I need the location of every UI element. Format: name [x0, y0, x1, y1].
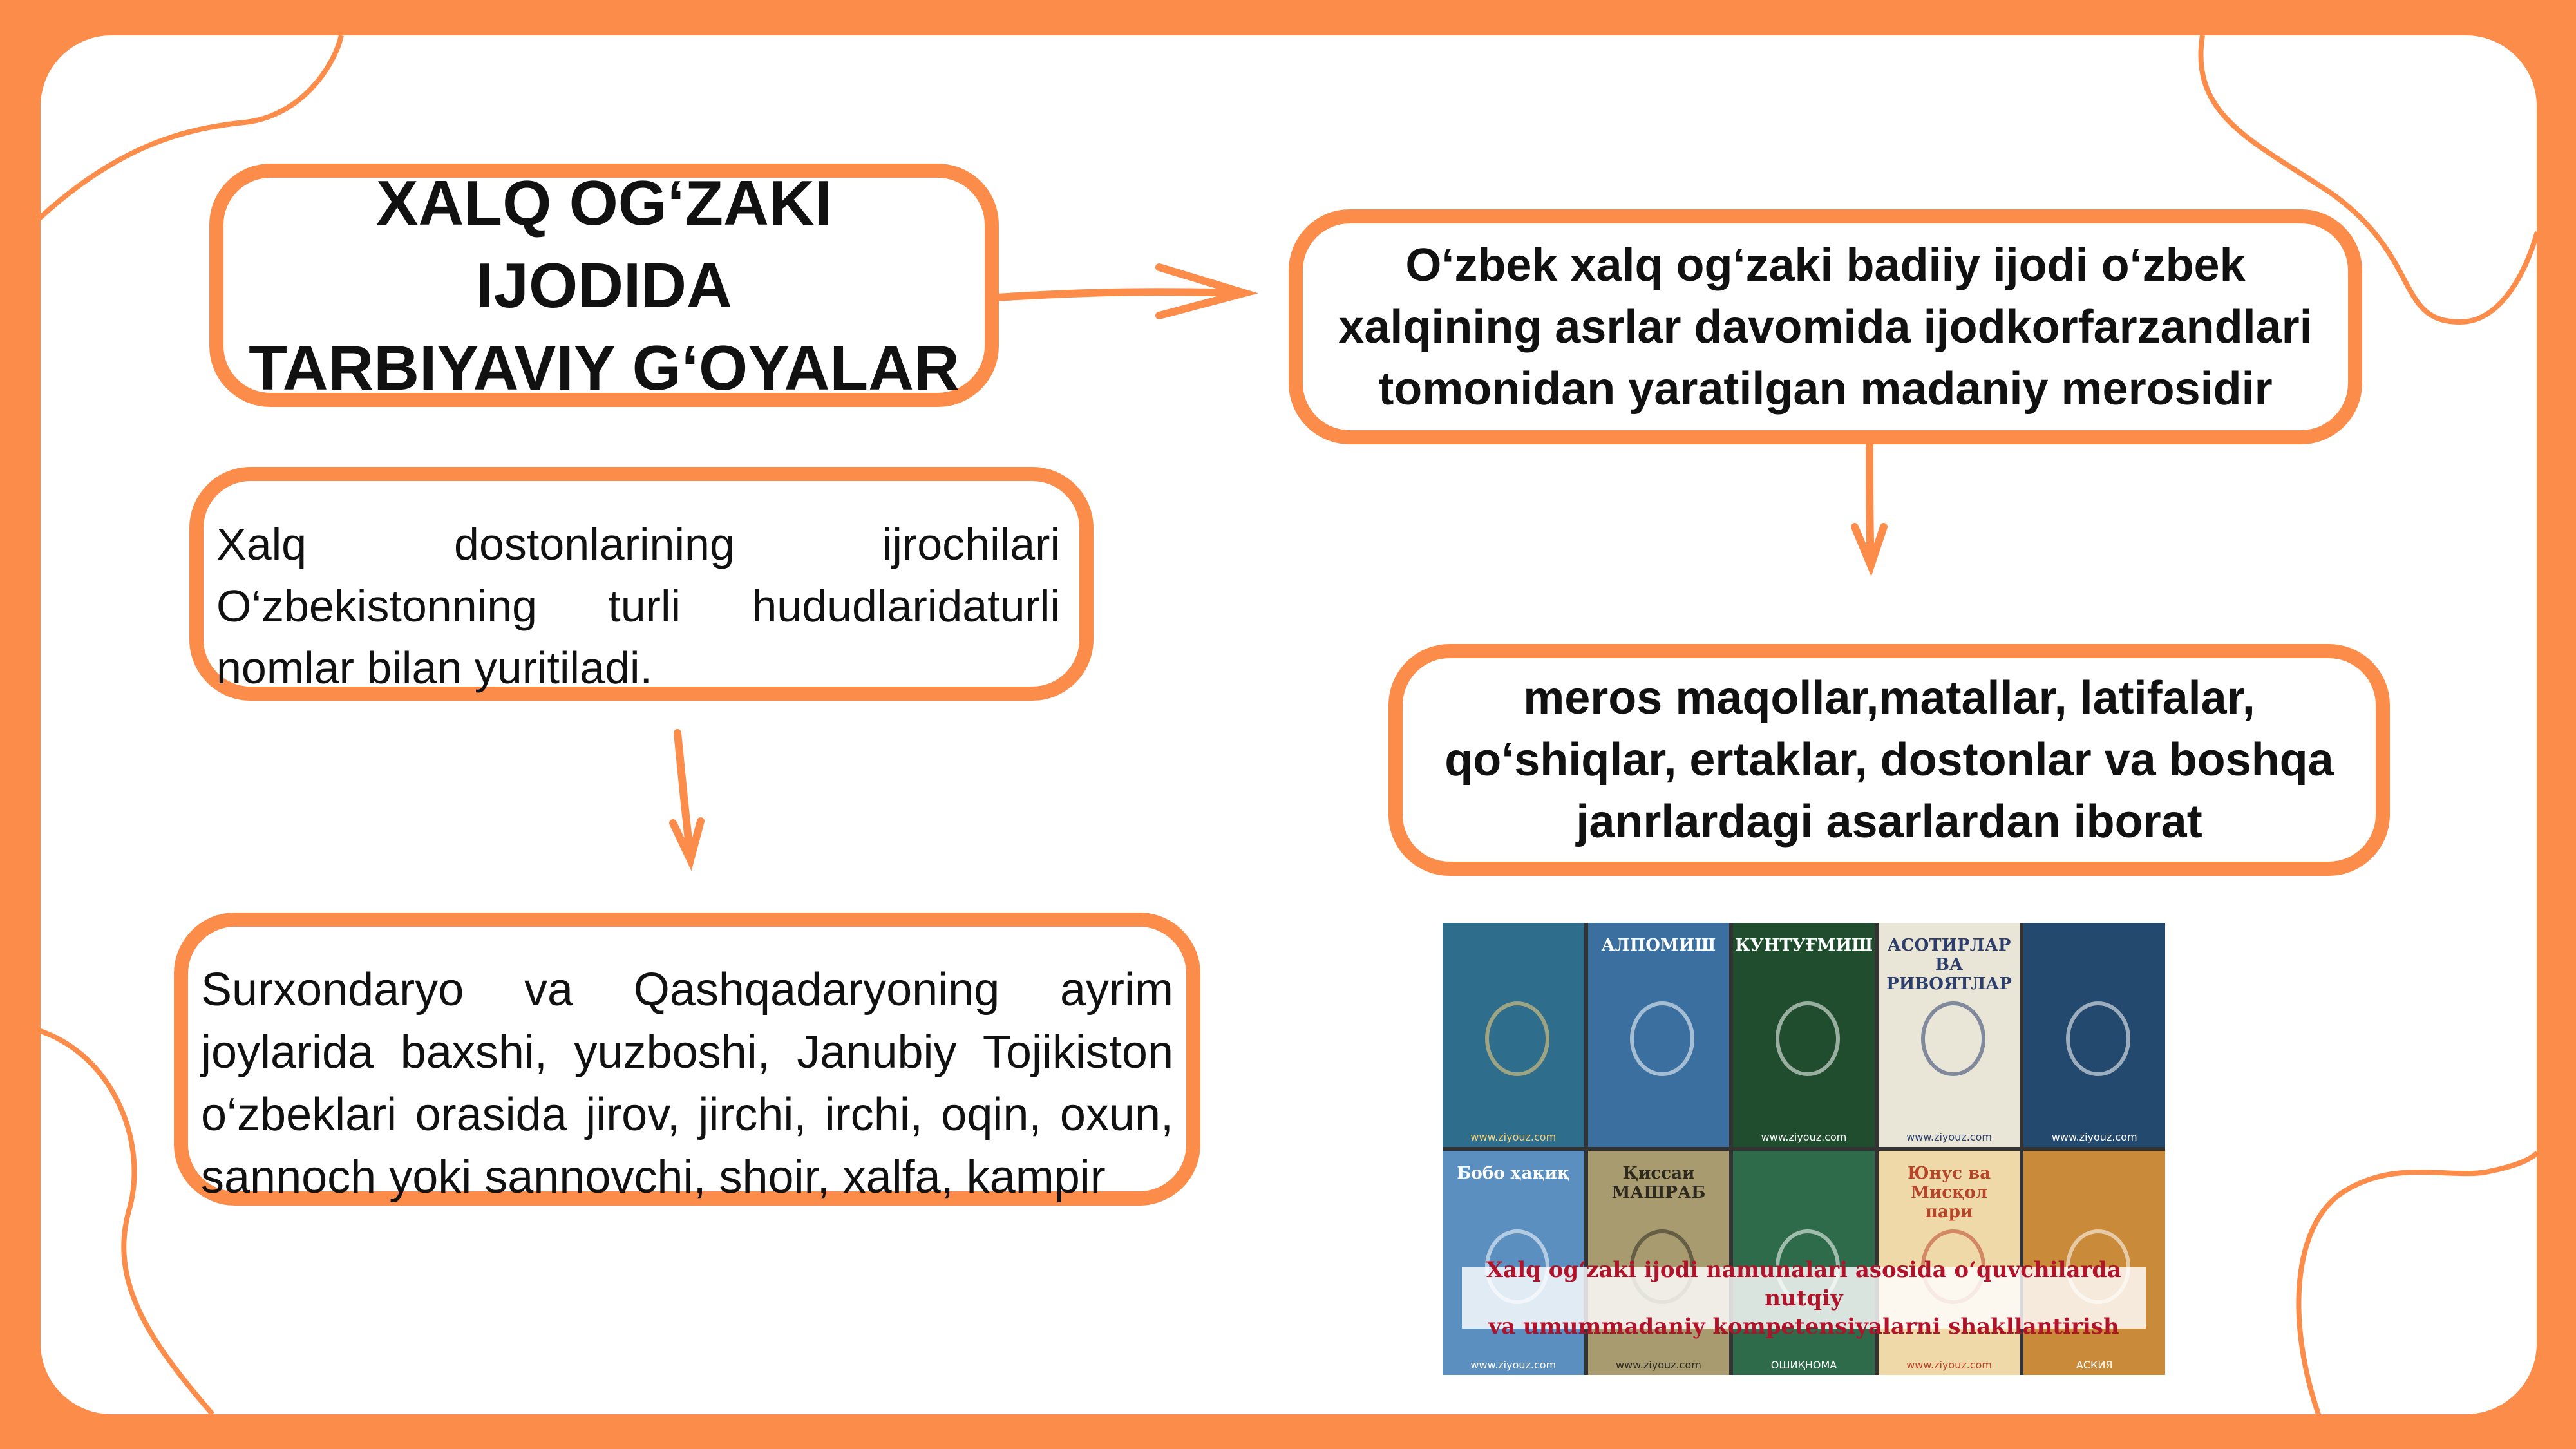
book-cover — [1588, 923, 1730, 1147]
book-cover-footer: www.ziyouz.com — [1470, 1131, 1557, 1143]
book-cover-footer: www.ziyouz.com — [1616, 1359, 1701, 1371]
regional-names-text: Surxondaryo va Qashqadaryoning ayrim joylarida baxshi, yuzboshi, Janubiy Tojikiston o‘zbeklari orasida jirov, jirchi, irchi, oqin, oxun, sannoch yoki sannovchi, shoir, xalfa, kampir — [201, 964, 1173, 1203]
definition-text: O‘zbek xalq og‘zaki badiiy ijodi o‘zbek xalqining asrlar davomida ijodkorfarzandlari tomonidan yaratilgan madaniy merosidir — [1338, 239, 2313, 415]
book-cover-title: КУНТУҒМИШ — [1734, 936, 1873, 955]
main-title-line2: TARBIYAVIY G‘OYALAR — [249, 332, 960, 403]
pattern-icon — [2066, 1001, 2130, 1076]
collage-banner-line1: Xalq og‘zaki ijodi namunalari asosida o‘quvchilarda nutqiy — [1486, 1256, 2122, 1311]
book-cover-footer: www.ziyouz.com — [2051, 1131, 2137, 1143]
coin-icon — [1485, 1001, 1549, 1076]
main-title-box — [209, 164, 999, 407]
main-title — [243, 162, 965, 409]
book-cover-title: АЛПОМИШ — [1601, 936, 1716, 955]
book-cover — [1443, 923, 1584, 1147]
genres-box — [1388, 644, 2390, 876]
ornament-icon — [1776, 1001, 1840, 1076]
book-cover-footer: ОШИҚНОМА — [1770, 1359, 1837, 1371]
definition-box — [1289, 209, 2362, 444]
book-covers-collage — [1443, 923, 2165, 1375]
book-cover-footer: www.ziyouz.com — [1470, 1359, 1557, 1371]
regional-names-box — [174, 913, 1200, 1206]
collage-banner — [1462, 1256, 2146, 1340]
book-cover-footer: www.ziyouz.com — [1906, 1359, 1992, 1371]
performers-text: Xalq dostonlarining ijrochilari O‘zbekistonning turli hududlaridaturli nomlar bilan yuritiladi. — [216, 519, 1060, 693]
genres-text: meros maqollar,matallar, latifalar, qo‘shiqlar, ertaklar, dostonlar va boshqa janrlardagi asarlardan iborat — [1444, 672, 2334, 848]
book-cover-title: Бобо ҳақиқ — [1457, 1164, 1570, 1183]
book-cover-title: Қиссаи МАШРАБ — [1611, 1164, 1706, 1202]
book-cover-footer: www.ziyouz.com — [1761, 1131, 1847, 1143]
collage-banner-line2: va umummadaniy kompetensiyalarni shakllantirish — [1488, 1313, 2119, 1340]
horse-rider-icon — [1630, 1001, 1694, 1076]
book-cover-title: Юнус ва Мисқол пари — [1908, 1164, 1991, 1222]
book-cover-footer: АСКИЯ — [2076, 1359, 2113, 1371]
deer-icon — [1921, 1001, 1985, 1076]
book-cover — [1879, 923, 2020, 1147]
main-title-line1: XALQ OG‘ZAKI IJODIDA — [376, 167, 832, 321]
book-cover — [2023, 923, 2165, 1147]
performers-box — [189, 467, 1094, 701]
book-cover-title: АСОТИРЛАР ВА РИВОЯТЛАР — [1886, 936, 2012, 994]
book-cover-footer: www.ziyouz.com — [1906, 1131, 1992, 1143]
book-cover — [1733, 923, 1875, 1147]
